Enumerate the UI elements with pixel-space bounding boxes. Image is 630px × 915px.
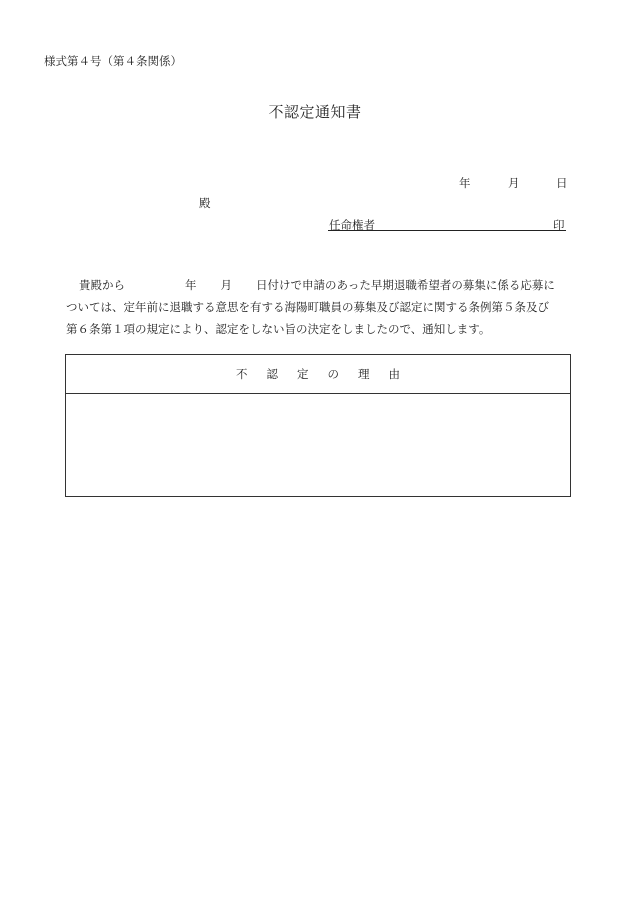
- date-day-label: 日: [556, 176, 568, 190]
- seal-mark: 印: [553, 218, 565, 232]
- reason-table-body: [66, 394, 570, 497]
- addressee-honorific: 殿: [199, 196, 211, 210]
- body-line-1-end: 日付けで申請のあった早期退職希望者の募集に係る応募に: [256, 278, 555, 292]
- reason-table: [65, 354, 571, 497]
- appointer-signature-line: [328, 230, 566, 231]
- body-line-1-month: 月: [220, 278, 232, 292]
- date-year-label: 年: [459, 176, 471, 190]
- reason-table-header: [66, 355, 570, 394]
- notice-body: [66, 274, 576, 340]
- date-month-label: 月: [508, 176, 520, 190]
- form-number: 様式第４号（第４条関係）: [44, 54, 182, 68]
- reason-table-title: 不認定の理由: [236, 367, 419, 381]
- body-line-2: ついては、定年前に退職する意思を有する海陽町職員の募集及び認定に関する条例第５条及び: [66, 300, 549, 314]
- appointer-label: 任命権者: [329, 218, 375, 232]
- body-line-3: 第６条第１項の規定により、認定をしない旨の決定をしましたので、通知します。: [66, 322, 491, 336]
- body-line-1: [66, 274, 576, 296]
- document-title: 不認定通知書: [268, 103, 362, 121]
- body-line-1-year: 年: [185, 278, 197, 292]
- body-line-1-start: 貴殿から: [79, 278, 125, 292]
